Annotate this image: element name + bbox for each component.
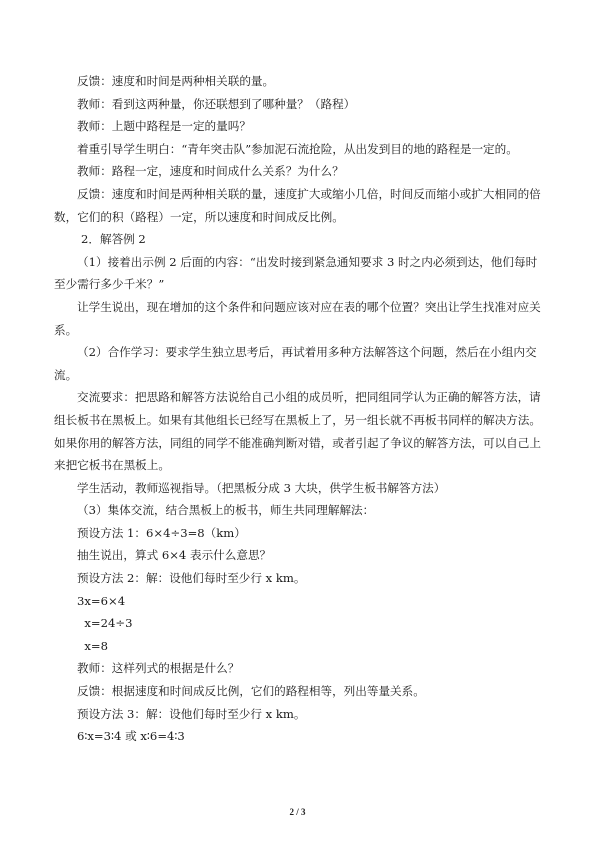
paragraph: 反馈：速度和时间是两种相关联的量，速度扩大或缩小几倍，时间反而缩小或扩大相同的倍数，它们的积（路程）一定，所以速度和时间成反比例。 <box>54 186 541 224</box>
page-number: 2 / 3 <box>289 807 306 817</box>
paragraph: 教师：这样列式的根据是什么？ <box>77 661 240 676</box>
paragraph: 着重引导学生明白：“青年突击队”参加泥石流抢险，从出发到目的地的路程是一定的。 <box>77 141 518 156</box>
paragraph: 2．解答例 2 <box>81 232 146 247</box>
paragraph: （1）接着出示例 2 后面的内容：“出发时接到紧急通知要求 3 时之内必须到达，他们每时至少需行多少千米？” <box>54 254 538 292</box>
document-body <box>54 70 544 748</box>
paragraph: 让学生说出，现在增加的这个条件和问题应该对应在表的哪个位置？突出让学生找准对应关系。 <box>54 299 541 337</box>
paragraph: 教师：看到这两种量，你还联想到了哪种量？（路程） <box>77 96 356 111</box>
paragraph: 6∶x=3∶4 或 x∶6=4∶3 <box>77 729 185 744</box>
paragraph: 抽生说出，算式 6×4 表示什么意思？ <box>77 548 272 563</box>
paragraph: 反馈：根据速度和时间成反比例，它们的路程相等，列出等量关系。 <box>77 684 425 699</box>
paragraph: 预设方法 2：解：设他们每时至少行 x km。 <box>77 571 306 586</box>
paragraph: 教师：路程一定，速度和时间成什么关系？为什么？ <box>77 164 344 179</box>
paragraph: x=8 <box>77 638 108 653</box>
paragraph: 预设方法 3：解：设他们每时至少行 x km。 <box>77 706 306 721</box>
paragraph: 3x=6×4 <box>77 593 126 608</box>
paragraph: x=24÷3 <box>77 616 133 631</box>
paragraph: （2）合作学习：要求学生独立思考后，再试着用多种方法解答这个问题，然后在小组内交流。 <box>54 345 537 382</box>
paragraph: 预设方法 1：6×4÷3=8（km） <box>77 525 246 540</box>
paragraph: （3）集体交流，结合黑板上的板书，师生共同理解解法： <box>77 503 375 518</box>
paragraph: 学生活动，教师巡视指导。（把黑板分成 3 大块，供学生板书解答方法） <box>77 480 446 495</box>
paragraph: 反馈：速度和时间是两种相关联的量。 <box>77 74 275 88</box>
paragraph: 教师：上题中路程是一定的量吗？ <box>77 119 251 134</box>
paragraph: 交流要求：把思路和解答方法说给自己小组的成员听，把同组同学认为正确的解答方法，请组长板书在黑板上。如果有其他组长已经写在黑板上了，另一组长就不再板书同样的解决方法。如果你用的解答方法，同组的同学不能准确判断对错，或者引起了争议的解答方法，可以自己上来把它板书在黑板上。 <box>54 390 541 473</box>
